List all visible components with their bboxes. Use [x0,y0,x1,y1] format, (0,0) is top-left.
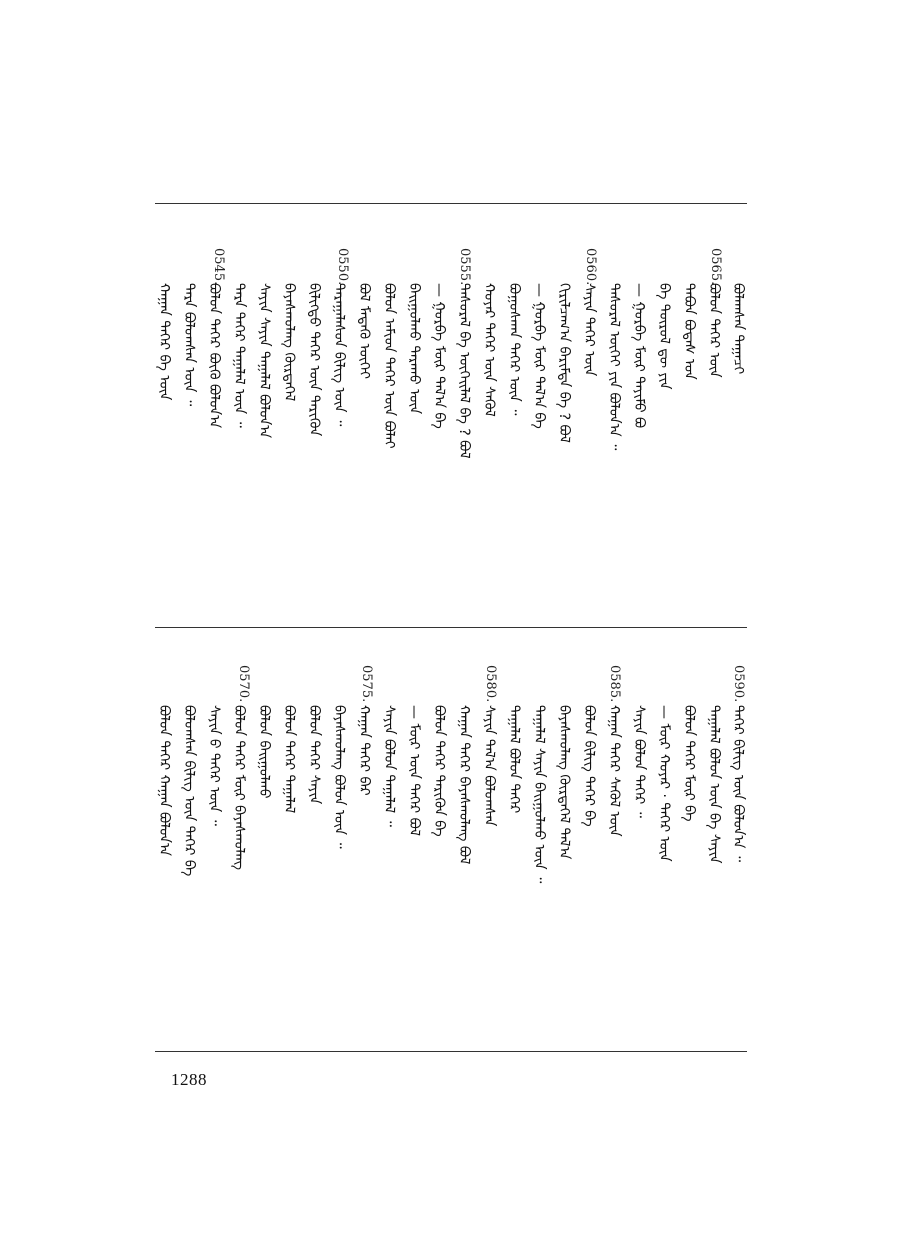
middle-rule [155,627,747,628]
top-rule [155,203,747,204]
text-line: ᠪᠠᠶᠠᠰᠬᠤᠯᠠᠩ ᠪᠣᠯᠤᠨ ᠦᠨ ᠃ [331,705,347,849]
text-line: ᠪᠠᠶᠠᠰᠬᠤᠯᠠᠩ ᠬᠦᠷᠲᠡᠭᠡᠯ ᠲᠠᠯ᠎ᠠ [556,705,572,860]
text-line: ᠰᠠᠶᠢᠨ ᠪᠣᠯᠤᠨ ᠲᠡᠭᠡᠷ ᠃ [631,705,647,818]
page-number: 1288 [171,1070,207,1089]
text-line: ᠲᠡᠷᠡ ᠪᠣᠯᠤᠭᠰᠠᠨ ᠦᠨ ᠃ [181,283,197,407]
text-line: ᠬᠠᠭᠠᠨ ᠲᠡᠭᠡᠷ ᠪᠠ ᠦᠨ [156,283,172,401]
text-line: ᠲᠠᠰᠤᠷᠠᠯ ᠪᠠ ᠦᠭᠡᠢᠯᠡᠯ ᠪᠠ ? ᠪᠣᠯ [456,283,472,459]
text-line: ᠲᠠᠰᠤᠷᠠᠯ ᠦᠭᠡᠢ ᠶᠢᠨ ᠪᠣᠯᠤᠨ᠎ᠠ ᠃ [606,283,622,451]
text-line: ᠪᠠᠢᠭᠤᠯᠬᠤ ᠲᠠᠷᠠᠬᠤ ᠦᠨ [406,283,422,415]
line-number: 0580. [483,665,498,703]
line-number: 0590. [731,665,746,703]
text-line: ᠪᠣᠯᠤᠨ ᠲᠡᠭᠡᠷ ᠪᠦᠬᠦ ᠪᠣᠯᠤᠨ᠎ᠠ [206,283,222,429]
text-line: ᠲᠠᠪᠤᠨ ᠪᠣᠳᠠᠰ ᠤᠨ [681,283,697,380]
text-line: — ᠭᠤᠷᠪᠠ ᠮᠥᠷ ᠲᠠᠯ᠎ᠠ ᠪᠠ [531,283,547,429]
text-line: — ᠭᠤᠷᠪᠠ ᠮᠥᠷ ᠲᠡᠶᠢᠮᠦ ᠪᠤ [631,283,647,429]
text-line: ᠰᠠᠶᠢᠨ ᠪᠣᠯᠤᠨ ᠲᠠᠭᠠᠯᠠᠯ ᠃ [381,705,397,827]
line-number: 0545. [211,248,226,286]
text-line: ᠪᠣᠭᠤᠰᠬᠠᠨ ᠲᠡᠭᠡᠷ ᠦᠨ ᠃ [506,283,522,416]
bottom-rule [155,1051,747,1052]
line-number: 0570. [236,665,251,703]
text-line: ᠪᠣᠯᠤᠨ ᠠᠮᠢᠳ ᠲᠡᠭᠡᠷ ᠦᠨ ᠪᠣᠯᠠᠢ [381,283,397,449]
text-line: ᠪᠢᠯᠢᠭᠲᠦ ᠲᠡᠭᠡᠷ ᠦᠨ ᠲᠡᠷᠢᠭᠦᠨ [306,283,322,437]
text-line: ᠰᠠᠶᠢᠨ ᠪ ᠲᠡᠭᠡᠷ ᠦᠨ ᠃ [206,705,222,826]
line-number: 0555. [457,248,472,286]
text-line: ᠲᠠᠭᠠᠯᠠᠯ ᠪᠣᠯᠤᠨ ᠲᠡᠭᠡᠷ [506,705,522,814]
text-line: — ᠮᠥᠷ ᠬᠣᠶᠠᠷ · ᠲᠡᠭᠡᠷ ᠦᠨ [656,705,672,862]
line-number: 0560. [583,248,598,286]
text-line: ᠪᠣᠯᠤᠨ ᠲᠡᠭᠡᠷ ᠬᠠᠭᠠᠨ ᠪᠣᠯᠤᠨ᠎ᠠ [156,705,172,857]
line-number: 0585. [607,665,622,703]
text-line: ᠳᠠᠷᠠᠭᠠᠯᠠᠰᠤᠨ ᠪᠢᠯᠢᠭ ᠦᠨ ᠃ [331,283,347,427]
text-line: ᠪᠣᠯ ᠮᠡᠳᠡᠬᠦ ᠦᠭᠡᠢ [356,283,372,379]
text-line: ᠲᠡᠷᠡ ᠲᠡᠭᠡᠷ ᠲᠠᠭᠠᠯᠠᠯ ᠦᠨ ᠃ [231,283,247,428]
text-line: ᠪᠣᠯᠤᠨ ᠪᠢᠯᠢᠭ ᠲᠡᠭᠡᠷ ᠪᠠ [581,705,597,827]
text-line: ᠰᠠᠶᠢᠨ ᠰᠠᠶᠢᠨ ᠲᠠᠭᠠᠯᠠᠯ ᠪᠣᠯᠤᠨ᠎ᠠ [256,283,272,439]
text-line: ᠪᠣᠯᠠᠭᠰᠠᠨ ᠲᠠᠭᠠᠴᠢ [730,283,746,375]
line-number: 0565. [708,248,723,286]
line-number: 0575. [359,665,374,703]
text-line: ᠪᠣᠯᠤᠨ ᠲᠡᠭᠡᠷ ᠲᠡᠷᠢᠭᠦᠨ ᠪᠠ [431,705,447,837]
line-number: 0550. [335,248,350,286]
text-line: ᠰᠠᠶᠢᠨ ᠲᠡᠭᠡᠷ ᠦᠨ [581,283,597,377]
text-line: ᠪᠣᠯᠤᠨ ᠲᠡᠭᠡᠷ ᠦᠨ [706,283,722,378]
text-line: ᠪᠠᠶᠠᠰᠬᠤᠯᠠᠩ ᠬᠦᠷᠲᠡᠭᠡᠯ [281,283,297,402]
text-line: ᠪᠣᠯᠤᠨ ᠪᠠᠢᠭᠤᠯᠬᠤ [256,705,272,799]
text-line: — ᠭᠤᠷᠪᠠ ᠮᠥᠷ ᠲᠠᠯ᠎ᠠ ᠪᠠ [431,283,447,429]
text-line: ᠰᠠᠶᠢᠨ ᠲᠠᠯ᠎ᠠ ᠪᠣᠯᠤᠭᠰᠠᠨ [481,705,497,827]
text-line: ᠬᠣᠶᠠᠷ ᠲᠡᠭᠡᠷ ᠦᠨ ᠰᠡᠭᠦᠯ [481,283,497,417]
text-line: ᠪᠣᠯᠤᠭᠰᠠᠨ ᠪᠢᠯᠢᠭ ᠦᠨ ᠲᠡᠭᠡᠷ ᠪᠠ [181,705,197,877]
text-line: ᠲᠠᠭᠠᠯᠠᠯ ᠰᠠᠶᠢᠨ ᠪᠠᠢᠭᠤᠯᠬᠤ ᠦᠨ ᠃ [531,705,547,884]
text-line: ᠪᠣᠯᠤᠨ ᠲᠡᠭᠡᠷ ᠮᠥᠷ ᠪᠠ [681,705,697,822]
text-line: ᠪᠣᠯᠤᠨ ᠲᠡᠭᠡᠷ ᠰᠠᠶᠢᠨ [306,705,322,805]
text-line: ᠬᠢᠷᠢᠯᠴᠠᠭ᠎ᠠ ᠪᠠᠷᠢᠮᠲᠠ ᠪᠠ ? ᠪᠣᠯ [556,283,572,443]
text-line: ᠲᠠᠭᠠᠯᠠᠯ ᠪᠣᠯᠤᠨ ᠦᠨ ᠪᠠ ᠰᠠᠶᠢᠨ [706,705,722,864]
text-line: — ᠮᠥᠷ ᠦᠨ ᠲᠡᠭᠡᠷ ᠪᠣᠯ [406,705,422,836]
text-line: ᠲᠡᠭᠡᠷ ᠪᠢᠯᠢᠭ ᠦᠨ ᠪᠣᠯᠤᠨ᠎ᠠ ᠃ [730,705,746,862]
text-line: ᠬᠠᠭᠠᠨ ᠲᠡᠭᠡᠷ ᠰᠡᠭᠦᠯ ᠦᠨ [606,705,622,837]
text-line: ᠪᠣᠯᠤᠨ ᠲᠡᠭᠡᠷ ᠲᠠᠭᠠᠯᠠᠯ [281,705,297,814]
text-line: ᠪᠣᠯᠤᠨ ᠲᠡᠭᠡᠷ ᠮᠥᠷ ᠪᠠᠶᠠᠰᠬᠤᠯᠠᠩ [231,705,247,871]
text-line: ᠪᠠ ᠲᠥᠷᠥᠯ ᠳᠦ ᠶᠢᠨ [656,283,672,390]
text-line: ᠬᠠᠭᠠᠨ ᠲᠡᠭᠡᠷ ᠪᠠᠶᠠᠰᠬᠤᠯᠠᠩ ᠪᠣᠯ [456,705,472,865]
text-line: ᠬᠠᠭᠠᠨ ᠲᠡᠭᠡᠷ ᠪᠠᠷ [356,705,372,796]
